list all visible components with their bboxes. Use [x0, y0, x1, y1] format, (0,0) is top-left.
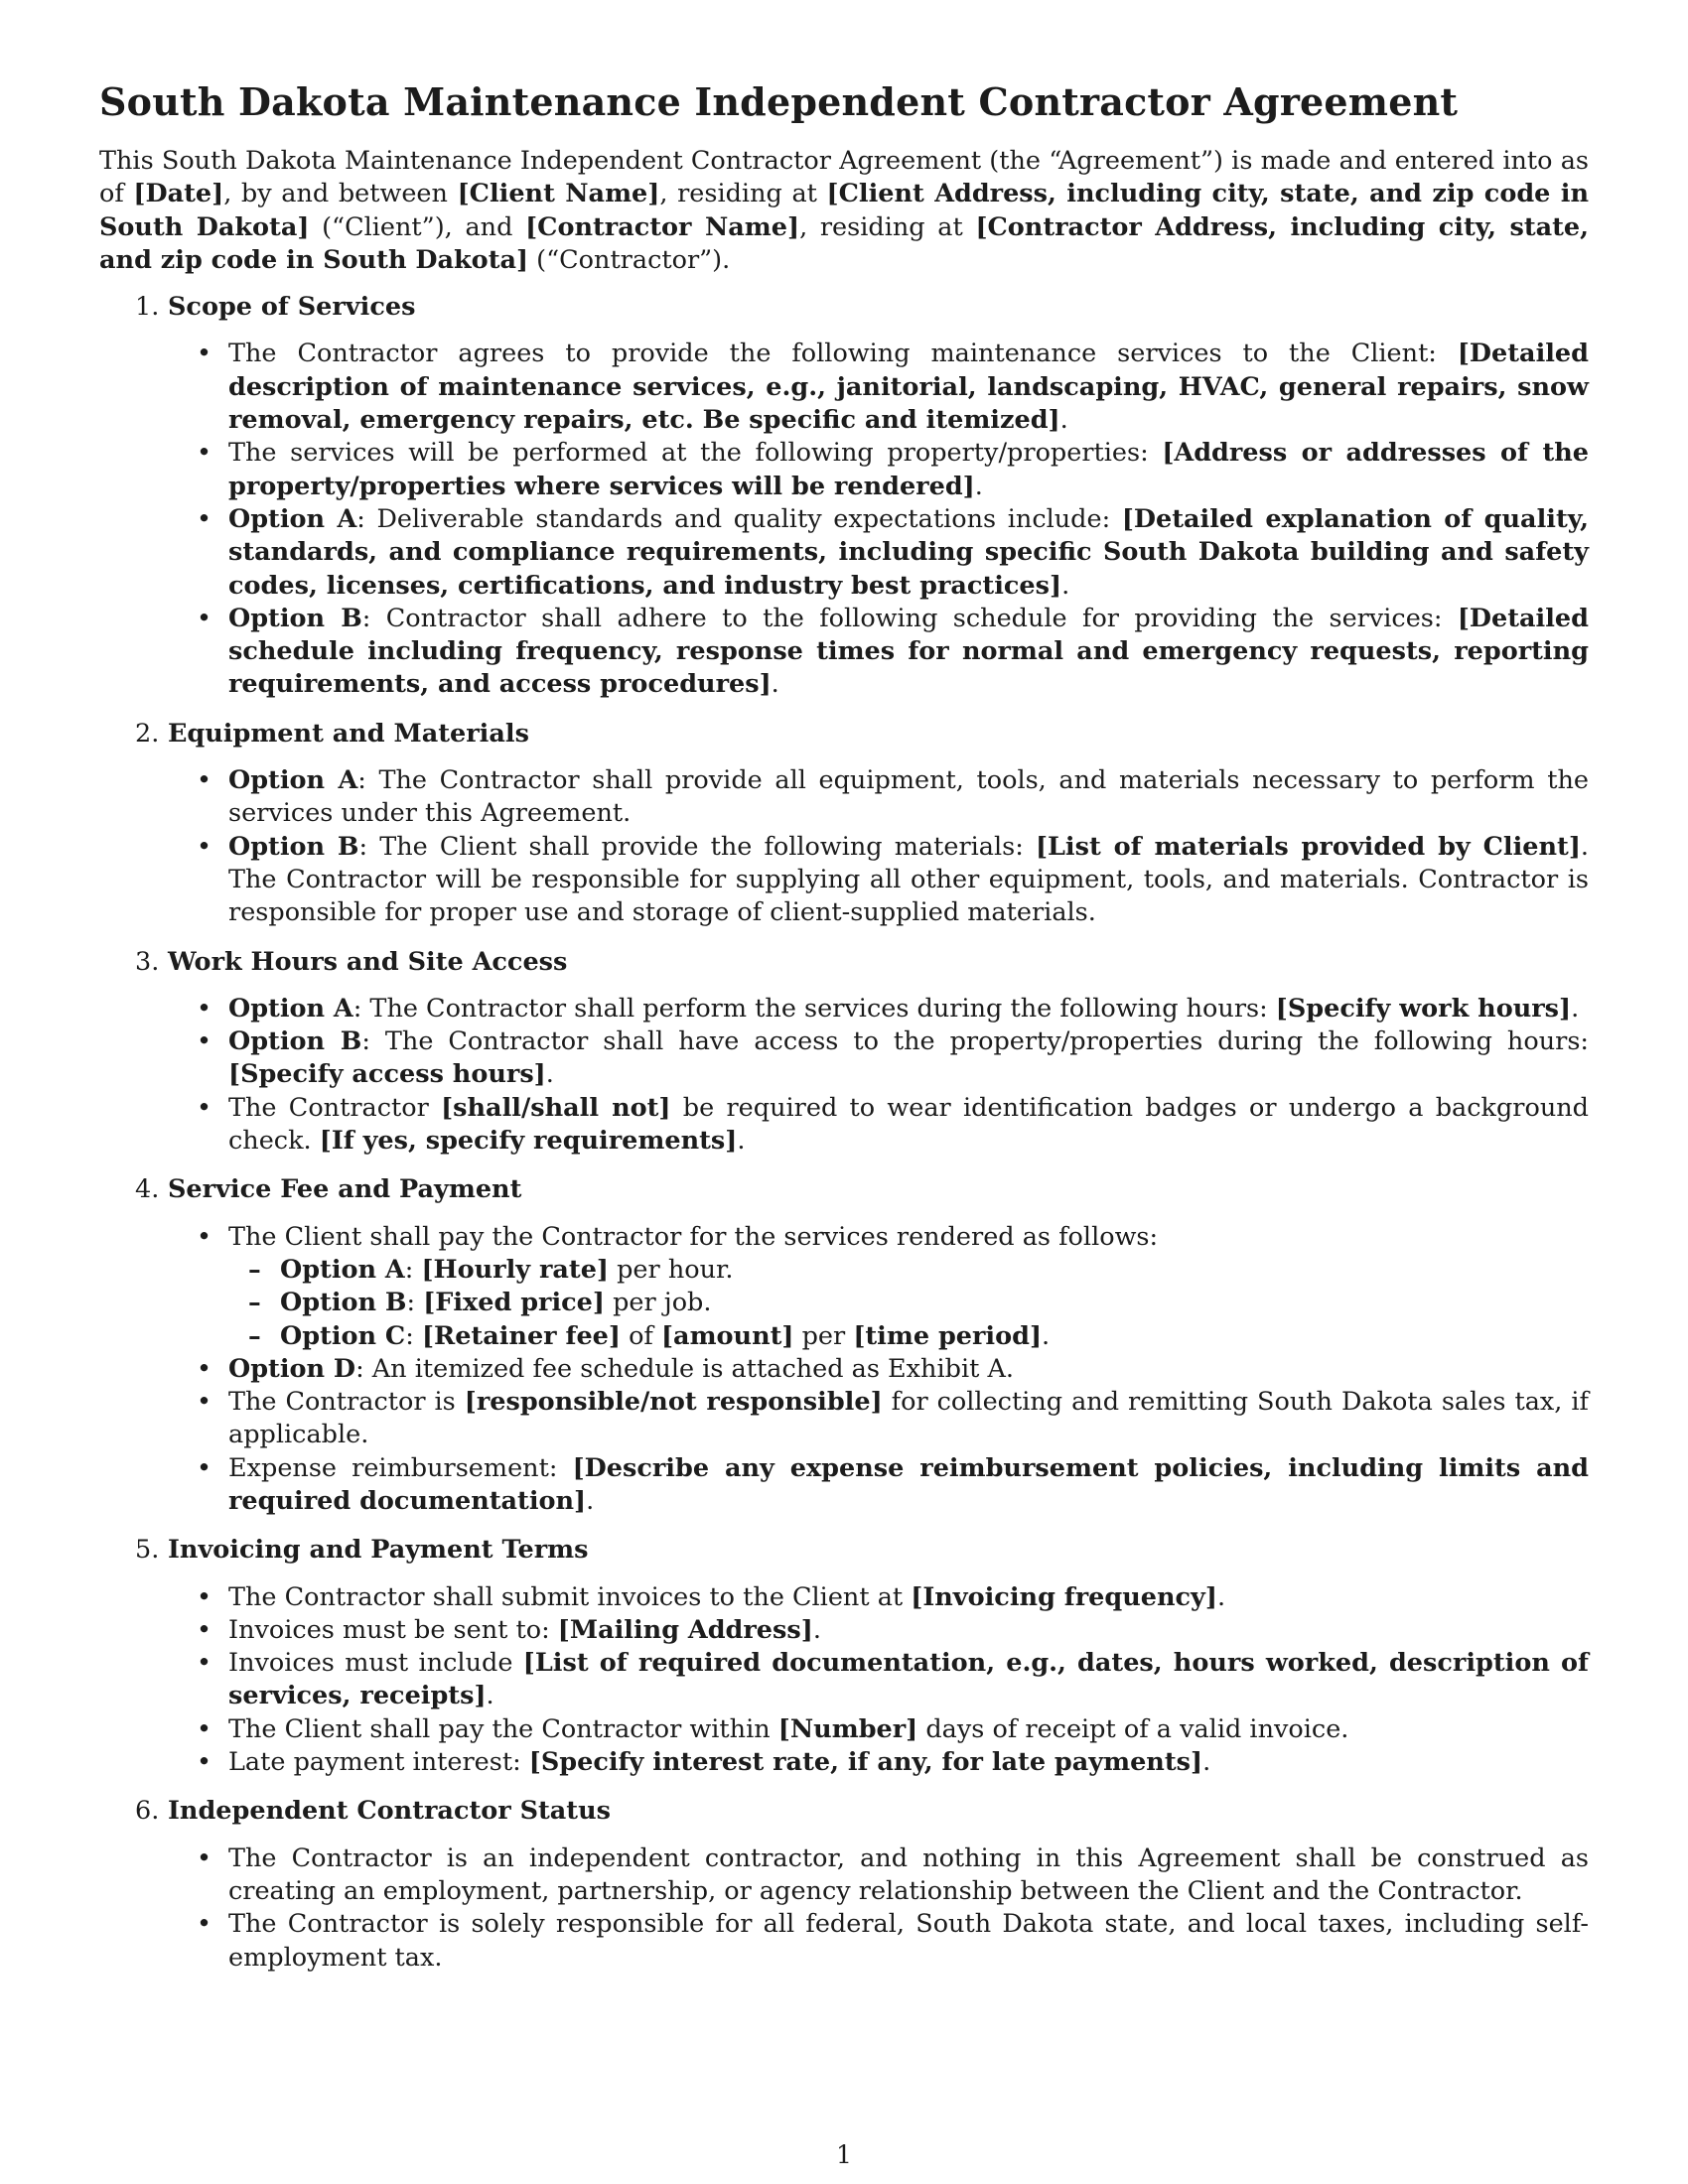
list-item: • The Contractor shall submit invoices to the Client at [Invoicing frequency]. — [99, 1581, 1589, 1614]
option-label: Option B — [228, 1026, 362, 1057]
intro-text: (“Contractor”). — [528, 244, 731, 275]
section-title: Service Fee and Payment — [168, 1174, 522, 1205]
option-label: Option A — [280, 1254, 405, 1285]
placeholder-field: [shall/shall not] — [441, 1092, 671, 1123]
list-item: • Option B: The Client shall provide the following materials: [List of materials provided by Client]. The Contractor will be responsible for supplying all other equipment, tools, and materials. Contractor is responsible for proper use and storage of client-supplied materials. — [99, 831, 1589, 930]
option-label: Option A — [228, 503, 357, 534]
list-item: • The Client shall pay the Contractor for the services rendered as follows: – Option A: [Hourly rate] per hour. – Option B: [Fixed price] per job. – Option C: [Retainer fee] of [amount] per [time period]. — [99, 1221, 1589, 1353]
contractor-name-placeholder: [Contractor Name] — [525, 211, 800, 242]
bullet-list — [99, 993, 1589, 1158]
bullet-list — [99, 1581, 1589, 1780]
document-title: South Dakota Maintenance Independent Contractor Agreement — [99, 79, 1459, 124]
list-item: • Expense reimbursement: [Describe any expense reimbursement policies, including limits and required documentation]. — [99, 1452, 1589, 1519]
document-page — [99, 79, 1589, 1990]
intro-paragraph — [99, 145, 1589, 277]
placeholder-field: [If yes, specify requirements] — [319, 1126, 738, 1157]
list-item: • The Contractor is solely responsible for all federal, South Dakota state, and local taxes, including self-employment tax. — [99, 1908, 1589, 1975]
section-heading — [99, 291, 1589, 324]
option-label: Option B — [280, 1288, 407, 1318]
list-item: • Late payment interest: [Specify interest rate, if any, for late payments]. — [99, 1746, 1589, 1779]
section-heading — [99, 1795, 1589, 1828]
placeholder-field: [amount] — [660, 1320, 794, 1351]
sections-list — [99, 291, 1589, 1975]
list-item: • The Client shall pay the Contractor within [Number] days of receipt of a valid invoice. — [99, 1713, 1589, 1746]
bullet-list — [99, 1221, 1589, 1519]
bullet-list — [99, 338, 1589, 701]
section-independent-contractor-status — [99, 1795, 1589, 1974]
placeholder-field: [Address or addresses of the property/properties where services will be rendered] — [228, 438, 1589, 501]
intro-text: (“Client”), and — [309, 211, 526, 242]
section-invoicing-and-payment-terms — [99, 1534, 1589, 1779]
section-number: 6. — [135, 1796, 160, 1827]
placeholder-field: [Number] — [777, 1713, 918, 1744]
intro-text: , by and between — [223, 179, 458, 209]
option-label: Option D — [228, 1353, 356, 1384]
placeholder-field: [Mailing Address] — [557, 1614, 813, 1645]
list-item: • The Contractor [shall/shall not] be required to wear identification badges or undergo a background check. [If yes, specify requirements]. — [99, 1092, 1589, 1159]
date-placeholder: [Date] — [133, 179, 224, 209]
section-title: Equipment and Materials — [168, 718, 529, 749]
section-number: 2. — [135, 718, 160, 749]
list-item: • Option D: An itemized fee schedule is attached as Exhibit A. — [99, 1353, 1589, 1386]
placeholder-field: [Detailed schedule including frequency, response times for normal and emergency requests, reporting requirements, and access procedures] — [228, 603, 1589, 700]
list-item: • The Contractor agrees to provide the following maintenance services to the Client: [Detailed description of maintenance services, e.g., janitorial, landscaping, HVAC, general repairs, snow removal, emergency repairs, etc. Be specific and itemized]. — [99, 338, 1589, 437]
list-item: • Invoices must include [List of required documentation, e.g., dates, hours worked, description of services, receipts]. — [99, 1647, 1589, 1713]
section-work-hours-and-site-access — [99, 946, 1589, 1159]
list-item: • Option A: The Contractor shall perform the services during the following hours: [Specify work hours]. — [99, 993, 1589, 1025]
placeholder-field: [Detailed description of maintenance services, e.g., janitorial, landscaping, HVAC, general repairs, snow removal, emergency repairs, etc. Be specific and itemized] — [228, 339, 1589, 436]
option-label: Option A — [228, 993, 353, 1024]
list-item: • The Contractor is an independent contractor, and nothing in this Agreement shall be construed as creating an employment, partnership, or agency relationship between the Client and the Contractor. — [99, 1843, 1589, 1909]
bullet-list — [99, 764, 1589, 929]
list-item: • The Contractor is [responsible/not responsible] for collecting and remitting South Dakota sales tax, if applicable. — [99, 1386, 1589, 1452]
section-heading — [99, 1173, 1589, 1206]
list-item: • Invoices must be sent to: [Mailing Address]. — [99, 1614, 1589, 1647]
client-address-placeholder: [Client Address, including city, state, and zip code in South Dakota] — [99, 179, 1589, 242]
section-title: Scope of Services — [168, 292, 416, 323]
placeholder-field: [Fixed price] — [423, 1288, 605, 1318]
placeholder-field: [Hourly rate] — [421, 1254, 609, 1285]
placeholder-field: [responsible/not responsible] — [464, 1387, 883, 1418]
option-label: Option A — [228, 765, 358, 796]
list-item: • Option B: Contractor shall adhere to the following schedule for providing the services: [Detailed schedule including frequency, response times for normal and emergency requests, reporting requirements, and access procedures]. — [99, 603, 1589, 702]
placeholder-field: [Specify work hours] — [1275, 993, 1572, 1024]
placeholder-field: [Detailed explanation of quality, standards, and compliance requirements, including specific South Dakota building and safety codes, licenses, certifications, and industry best practices] — [228, 503, 1589, 601]
intro-text: , residing at — [659, 179, 827, 209]
placeholder-field: [time period] — [853, 1320, 1043, 1351]
list-item: • The services will be performed at the following property/properties: [Address or addresses of the property/properties where services will be rendered]. — [99, 437, 1589, 503]
section-number: 5. — [135, 1535, 160, 1566]
list-item: • Option A: Deliverable standards and quality expectations include: [Detailed explanation of quality, standards, and compliance requirements, including specific South Dakota building and safety codes, licenses, certifications, and industry best practices]. — [99, 503, 1589, 603]
placeholder-field: [List of materials provided by Client] — [1035, 831, 1581, 862]
section-number: 3. — [135, 946, 160, 977]
section-scope-of-services — [99, 291, 1589, 702]
option-label: Option C — [280, 1320, 406, 1351]
page-number: 1 — [836, 2140, 852, 2169]
intro-text: , residing at — [799, 211, 976, 242]
section-heading — [99, 946, 1589, 979]
section-number: 1. — [135, 292, 160, 323]
section-title: Work Hours and Site Access — [168, 946, 568, 977]
placeholder-field: [Specify interest rate, if any, for late payments] — [528, 1747, 1203, 1778]
contractor-address-placeholder: [Contractor Address, including city, state, and zip code in South Dakota] — [99, 211, 1590, 275]
sub-list-item: – Option A: [Hourly rate] per hour. — [228, 1254, 1589, 1287]
placeholder-field: [Retainer fee] — [421, 1320, 621, 1351]
option-label: Option B — [228, 831, 359, 862]
placeholder-field: [List of required documentation, e.g., dates, hours worked, description of services, receipts] — [228, 1648, 1589, 1711]
intro-text: This South Dakota Maintenance Independent Contractor Agreement (the “Agreement”) is made and entered into as of — [99, 146, 1589, 209]
section-title: Invoicing and Payment Terms — [168, 1535, 589, 1566]
placeholder-field: [Describe any expense reimbursement policies, including limits and required documentation] — [228, 1452, 1589, 1516]
placeholder-field: [Invoicing frequency] — [911, 1581, 1217, 1612]
sub-list-item: – Option B: [Fixed price] per job. — [228, 1287, 1589, 1319]
placeholder-field: [Specify access hours] — [228, 1059, 546, 1090]
section-title: Independent Contractor Status — [168, 1796, 611, 1827]
section-number: 4. — [135, 1174, 160, 1205]
section-heading — [99, 1534, 1589, 1567]
section-heading — [99, 718, 1589, 751]
list-item: • Option B: The Contractor shall have access to the property/properties during the following hours: [Specify access hours]. — [99, 1025, 1589, 1092]
client-name-placeholder: [Client Name] — [457, 179, 660, 209]
section-service-fee-and-payment — [99, 1173, 1589, 1518]
list-item: • Option A: The Contractor shall provide all equipment, tools, and materials necessary to perform the services under this Agreement. — [99, 764, 1589, 831]
sub-list — [228, 1254, 1589, 1353]
bullet-list — [99, 1843, 1589, 1975]
sub-list-item: – Option C: [Retainer fee] of [amount] per [time period]. — [228, 1320, 1589, 1353]
option-label: Option B — [228, 603, 362, 633]
section-equipment-and-materials — [99, 718, 1589, 930]
